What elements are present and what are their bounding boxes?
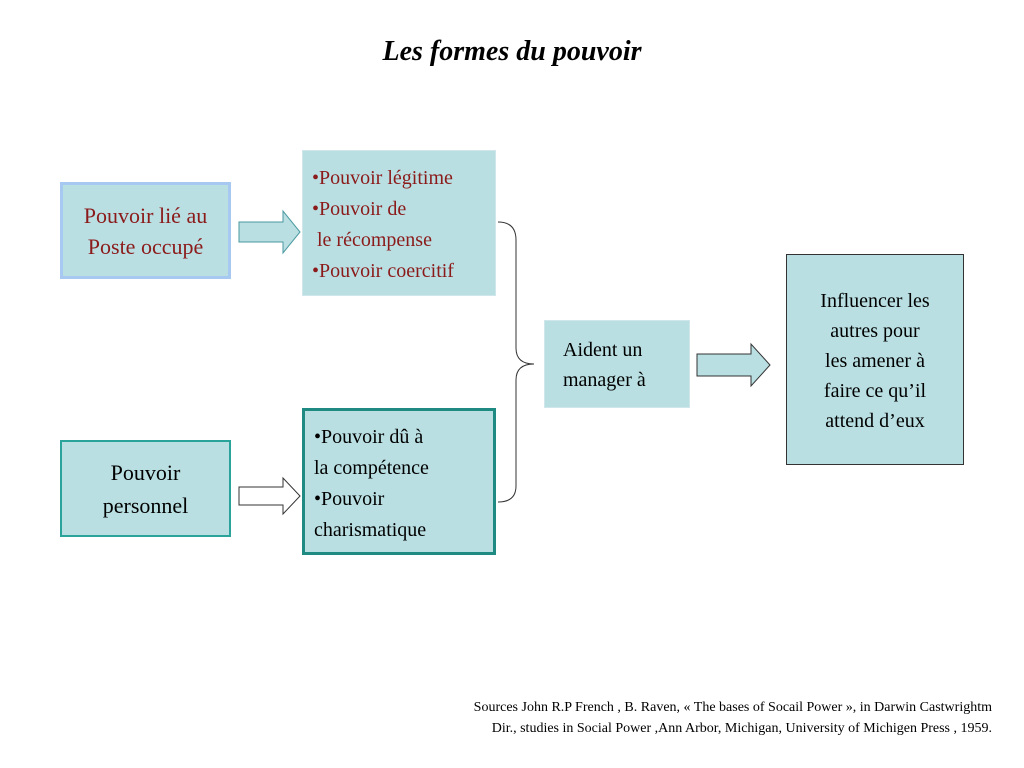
personal-power-line-1: Pouvoir — [110, 459, 181, 485]
arrow-position-to-formal — [239, 211, 300, 253]
position-power-line-2: Poste occupé — [87, 233, 204, 259]
influence-line-5: attend d’eux — [825, 410, 925, 432]
source-line-2: Dir., studies in Social Power ,Ann Arbor, Michigan, University of Michigen Press , 1959. — [491, 721, 992, 736]
help-line-1: Aident un — [563, 339, 643, 361]
arrow-personal-to-list — [239, 478, 300, 514]
influence-line-4: faire ce qu’il — [823, 380, 927, 402]
influence-line-3: les amener à — [825, 350, 925, 372]
arrow-help-to-influence — [697, 344, 770, 386]
list-item-reward-cont: le récompense — [312, 229, 432, 251]
position-power-line-1: Pouvoir lié au — [83, 202, 208, 228]
help-line-2: manager à — [563, 369, 646, 391]
personal-power-line-2: personnel — [102, 492, 189, 518]
slide-title: Les formes du pouvoir — [382, 36, 642, 67]
influence-line-2: autres pour — [830, 320, 920, 342]
list-item-expertise-cont: la compétence — [314, 457, 429, 479]
source-line-1: Sources John R.P French , B. Raven, « The bases of Socail Power », in Darwin Castwrightm — [473, 700, 992, 715]
grouping-brace — [498, 222, 534, 502]
list-item-charisma: •Pouvoir — [314, 488, 385, 510]
list-item-charisma-cont: charismatique — [314, 519, 427, 541]
influence-line-1: Influencer les — [820, 290, 930, 312]
list-item-expertise: •Pouvoir dû à — [314, 426, 424, 448]
list-item-reward: •Pouvoir de — [312, 198, 407, 220]
list-item-coercive: •Pouvoir coercitif — [312, 260, 454, 282]
list-item-legitimate: •Pouvoir légitime — [312, 167, 453, 189]
source-citation — [474, 697, 992, 739]
